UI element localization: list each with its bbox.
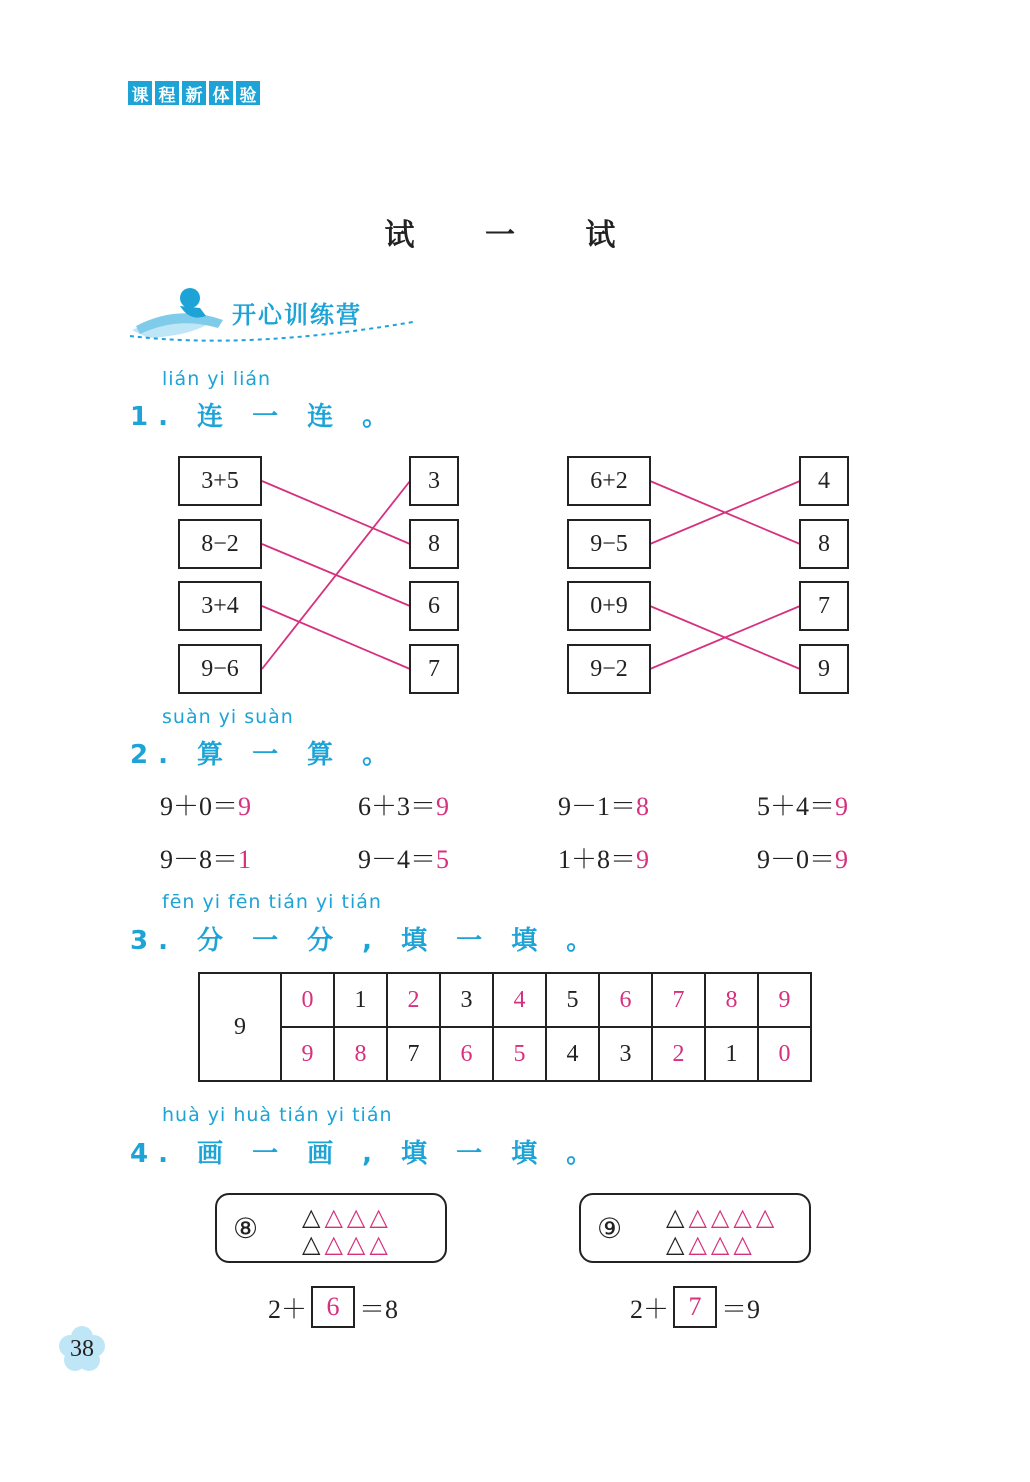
q1-left-number-box: 8 <box>409 519 459 569</box>
q4-right-triangle-row <box>666 1203 778 1231</box>
q1-left-expr-box: 3+4 <box>178 581 262 631</box>
q4-left-circled-number: ⑧ <box>233 1212 259 1245</box>
q4-left-triangle-row <box>302 1230 392 1258</box>
match-line <box>262 606 410 669</box>
q3-bottom-cell: 3 <box>599 1027 652 1081</box>
q3-top-cell: 7 <box>652 973 705 1027</box>
match-line <box>262 481 410 669</box>
q2-answer: 9 <box>835 792 849 821</box>
q1-left-number-box: 7 <box>409 644 459 694</box>
q1-right-expr-box: 0+9 <box>567 581 651 631</box>
page-number: 38 <box>70 1335 94 1362</box>
q3-bottom-cell: 0 <box>758 1027 811 1081</box>
q4-pinyin: huà yi huà tián yi tián <box>162 1104 393 1126</box>
q4-right-circled-number: ⑨ <box>597 1212 623 1245</box>
header-tag-char: 程 <box>155 81 179 105</box>
triangle-icon: △△△ <box>324 1203 392 1231</box>
q3-top-cell: 3 <box>440 973 493 1027</box>
q3-bottom-cell: 4 <box>546 1027 599 1081</box>
q2-equation: 9－4＝5 <box>358 845 450 874</box>
q1-right-number-box: 8 <box>799 519 849 569</box>
page-number-badge <box>58 1325 106 1373</box>
header-tag-char: 验 <box>236 81 260 105</box>
q4-right-equation: 2＋ 7 ＝9 <box>630 1286 760 1328</box>
q3-top-cell: 6 <box>599 973 652 1027</box>
triangle-icon: △△△△ <box>688 1203 779 1231</box>
q4-title: 4. 画 一 画 , 填 一 填 。 <box>130 1139 603 1169</box>
header-tag-char: 体 <box>209 81 233 105</box>
q3-bottom-cell: 8 <box>334 1027 387 1081</box>
q1-left-expr-box: 8−2 <box>178 519 262 569</box>
header-tag-char: 课 <box>128 81 152 105</box>
q3-top-cell: 8 <box>705 973 758 1027</box>
q4-left-triangle-row <box>302 1203 392 1231</box>
q1-left-expr-box: 9−6 <box>178 644 262 694</box>
q1-left-number-box: 3 <box>409 456 459 506</box>
q2-equation: 1＋8＝9 <box>558 845 650 874</box>
q2-pinyin: suàn yi suàn <box>162 706 294 728</box>
q1-right-number-box: 7 <box>799 581 849 631</box>
q3-total-cell: 9 <box>199 973 281 1081</box>
triangle-icon: △ <box>666 1203 689 1231</box>
q2-answer: 8 <box>636 792 650 821</box>
q4-left-equation: 2＋ 6 ＝8 <box>268 1286 398 1328</box>
q3-top-cell: 5 <box>546 973 599 1027</box>
q2-title: 2. 算 一 算 。 <box>130 740 399 770</box>
q3-top-cell: 0 <box>281 973 334 1027</box>
q2-answer: 5 <box>436 845 450 874</box>
q4-right-triangle-row <box>666 1230 756 1258</box>
q1-right-expr-box: 9−2 <box>567 644 651 694</box>
q2-answer: 9 <box>636 845 650 874</box>
q3-bottom-cell: 6 <box>440 1027 493 1081</box>
triangle-icon: △ <box>302 1203 325 1231</box>
q3-top-cell: 2 <box>387 973 440 1027</box>
q3-top-cell: 9 <box>758 973 811 1027</box>
q1-right-expr-box: 9−5 <box>567 519 651 569</box>
q1-title: 1. 连 一 连 。 <box>130 402 399 432</box>
q1-right-expr-box: 6+2 <box>567 456 651 506</box>
q3-split-table <box>198 972 812 1082</box>
q2-equation: 9＋0＝9 <box>160 792 252 821</box>
q3-bottom-cell: 7 <box>387 1027 440 1081</box>
q1-right-number-box: 9 <box>799 644 849 694</box>
q1-right-number-box: 4 <box>799 456 849 506</box>
q1-pinyin: lián yi lián <box>162 368 272 390</box>
q2-equation: 9－8＝1 <box>160 845 252 874</box>
q3-top-cell: 4 <box>493 973 546 1027</box>
page-title: 试 一 试 <box>384 218 646 253</box>
q1-left-number-box: 6 <box>409 581 459 631</box>
q2-answer: 9 <box>238 792 252 821</box>
q2-equation: 9－1＝8 <box>558 792 650 821</box>
q3-pinyin: fēn yi fēn tián yi tián <box>162 891 382 913</box>
q4-left-answer-box: 6 <box>311 1286 355 1328</box>
q2-equation: 5＋4＝9 <box>757 792 849 821</box>
section-banner-label: 开心训练营 <box>232 301 362 329</box>
q3-bottom-cell: 5 <box>493 1027 546 1081</box>
triangle-icon: △△△ <box>324 1230 392 1258</box>
match-line <box>262 481 410 544</box>
triangle-icon: △△△ <box>688 1230 756 1258</box>
q4-right-answer-box: 7 <box>673 1286 717 1328</box>
q2-equation: 9－0＝9 <box>757 845 849 874</box>
q1-left-expr-box: 3+5 <box>178 456 262 506</box>
q3-bottom-cell: 9 <box>281 1027 334 1081</box>
q2-answer: 1 <box>238 845 252 874</box>
q3-bottom-cell: 1 <box>705 1027 758 1081</box>
header-tag-char: 新 <box>182 81 206 105</box>
q1-connection-lines <box>0 0 1030 720</box>
q3-top-cell: 1 <box>334 973 387 1027</box>
q2-answer: 9 <box>835 845 849 874</box>
q3-title: 3. 分 一 分 , 填 一 填 。 <box>130 926 603 956</box>
q3-bottom-cell: 2 <box>652 1027 705 1081</box>
triangle-icon: △ <box>302 1230 325 1258</box>
triangle-icon: △ <box>666 1230 689 1258</box>
q2-equation: 6＋3＝9 <box>358 792 450 821</box>
q2-answer: 9 <box>436 792 450 821</box>
